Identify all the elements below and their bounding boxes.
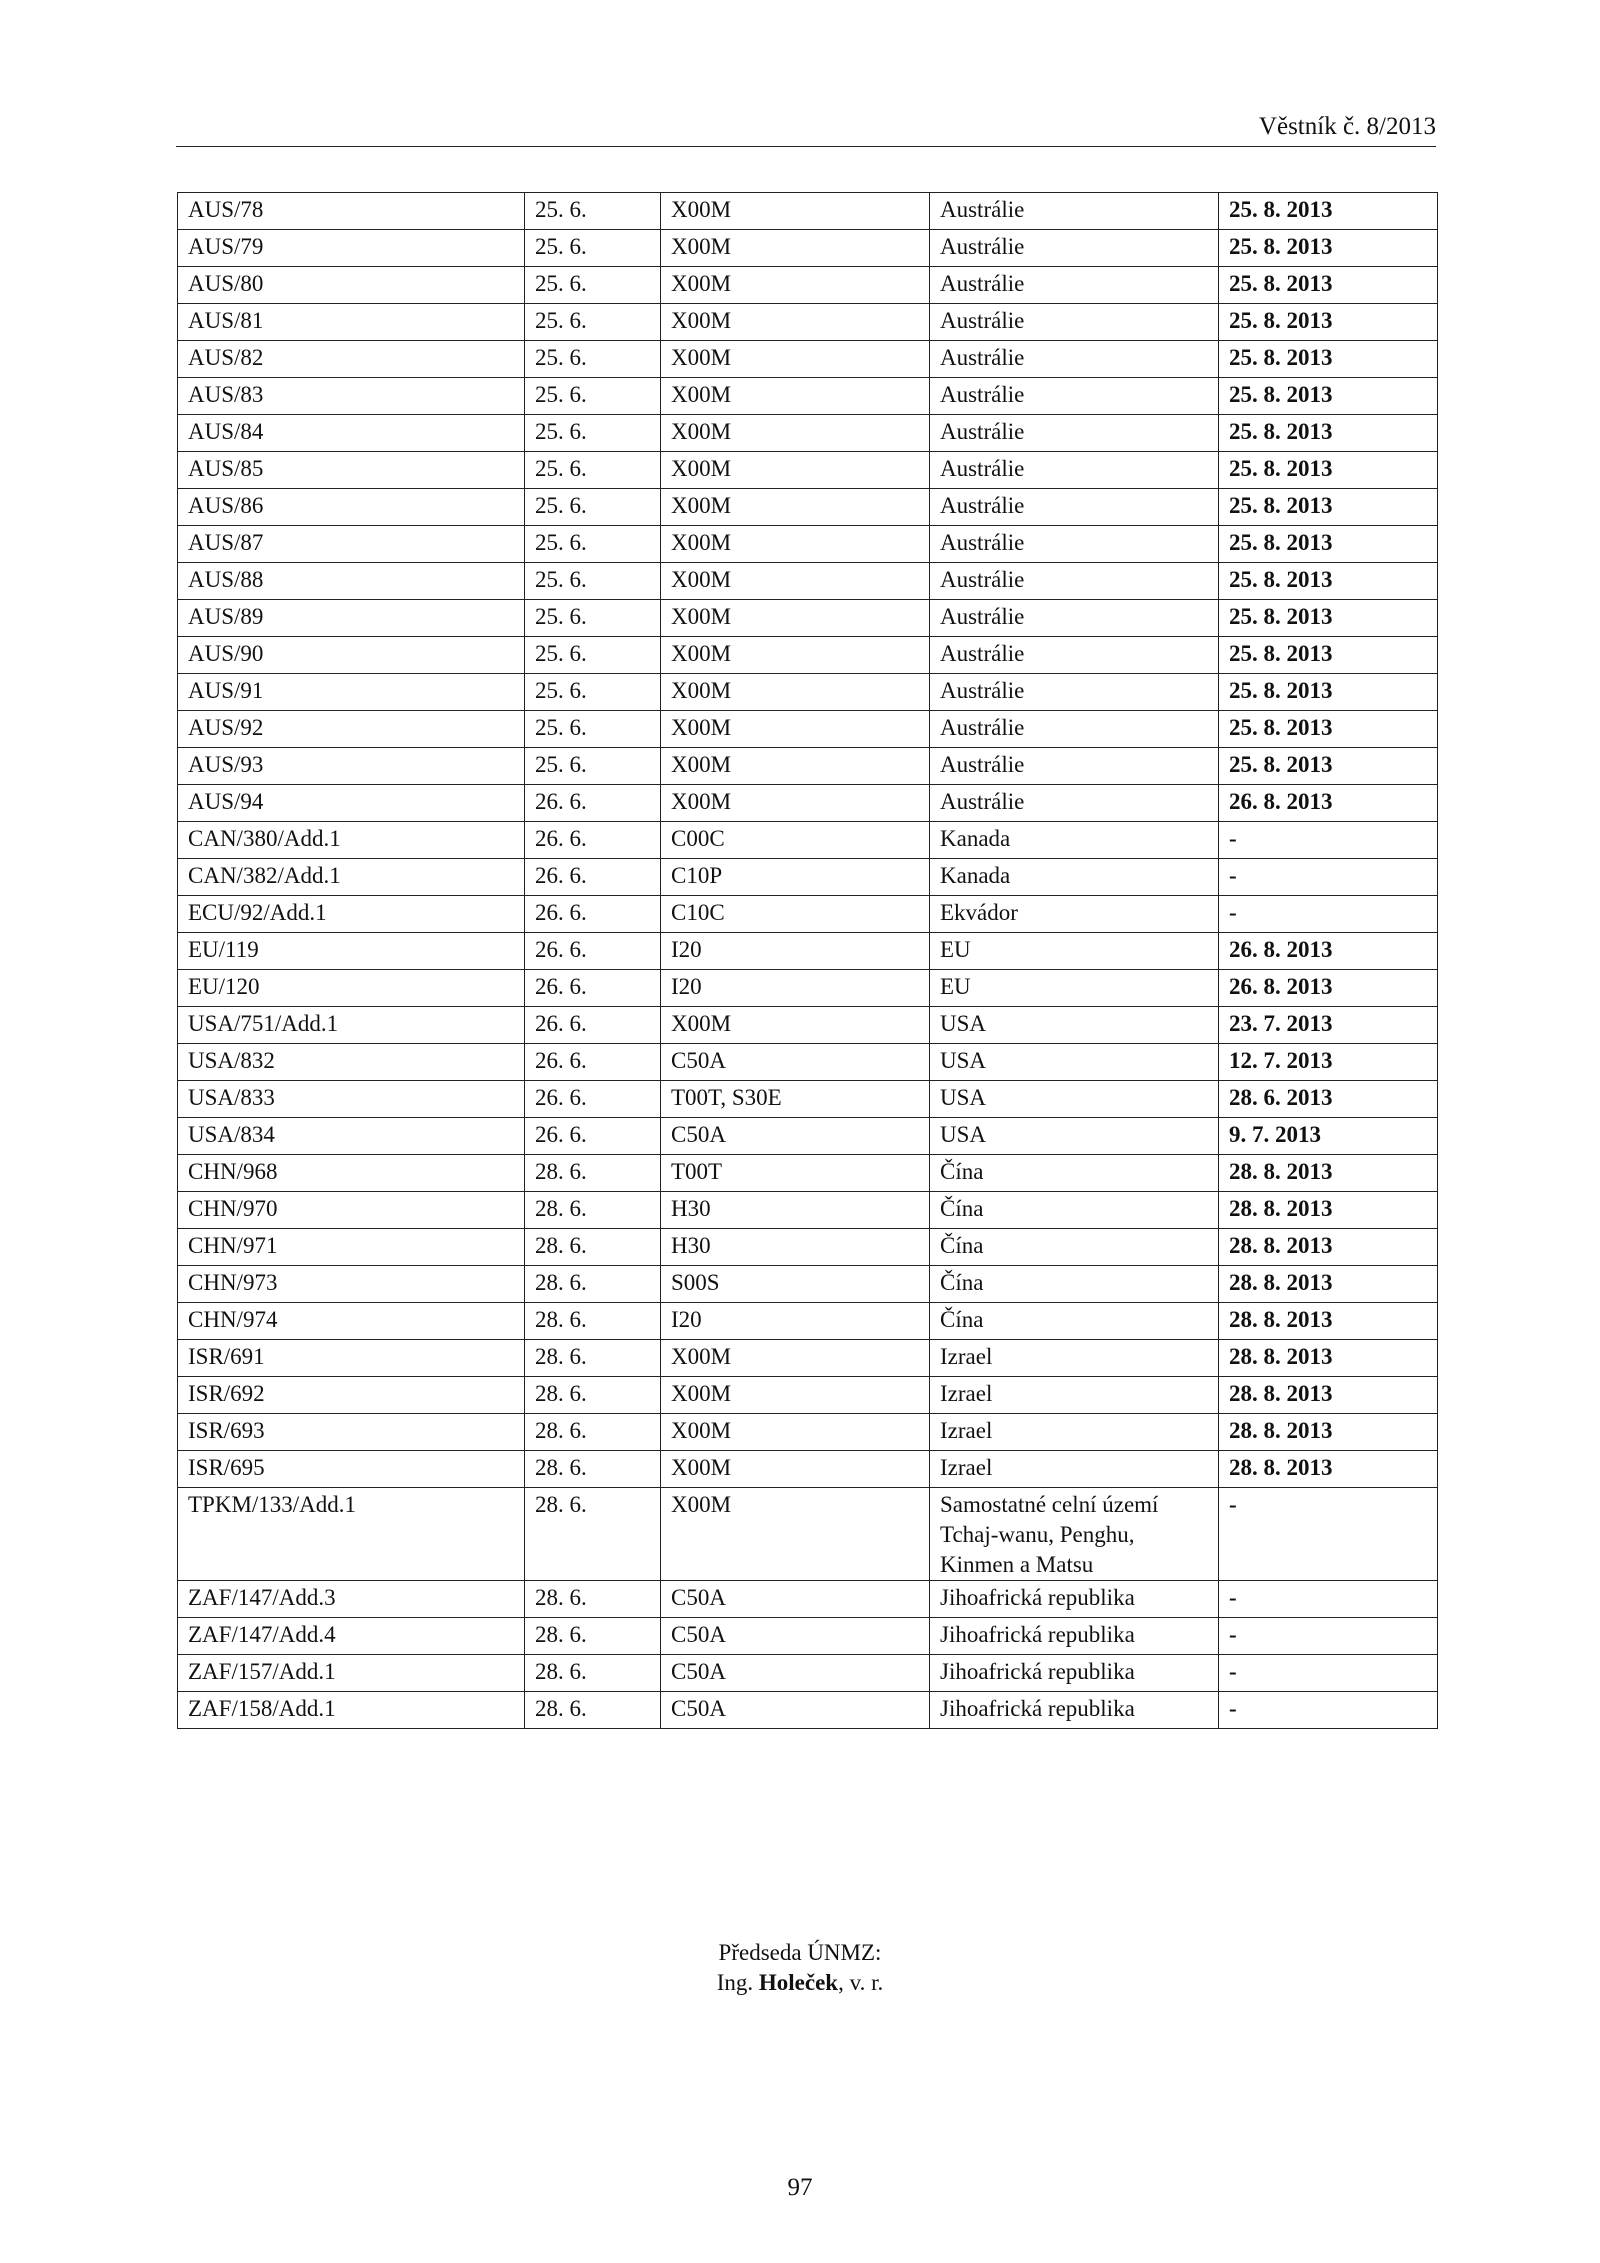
table-row xyxy=(178,1118,1438,1155)
notification-id-cell: CAN/382/Add.1 xyxy=(178,859,525,896)
deadline-cell: - xyxy=(1219,1488,1438,1581)
code-cell: C00C xyxy=(661,822,930,859)
deadline-cell: 25. 8. 2013 xyxy=(1219,378,1438,415)
table-row xyxy=(178,1007,1438,1044)
deadline-cell: 25. 8. 2013 xyxy=(1219,637,1438,674)
country-cell: Austrálie xyxy=(930,193,1219,230)
code-cell: C10C xyxy=(661,896,930,933)
notification-id-cell: AUS/78 xyxy=(178,193,525,230)
country-cell: Austrálie xyxy=(930,563,1219,600)
notification-id-cell: CAN/380/Add.1 xyxy=(178,822,525,859)
code-cell: X00M xyxy=(661,489,930,526)
table-row xyxy=(178,822,1438,859)
deadline-cell: 28. 6. 2013 xyxy=(1219,1081,1438,1118)
date-cell: 25. 6. xyxy=(525,563,661,600)
code-cell: S00S xyxy=(661,1266,930,1303)
code-cell: X00M xyxy=(661,341,930,378)
date-cell: 25. 6. xyxy=(525,304,661,341)
date-cell: 28. 6. xyxy=(525,1340,661,1377)
table-row xyxy=(178,1377,1438,1414)
date-cell: 26. 6. xyxy=(525,822,661,859)
date-cell: 28. 6. xyxy=(525,1414,661,1451)
code-cell: T00T xyxy=(661,1155,930,1192)
deadline-cell: 9. 7. 2013 xyxy=(1219,1118,1438,1155)
notification-id-cell: AUS/84 xyxy=(178,415,525,452)
notification-id-cell: EU/119 xyxy=(178,933,525,970)
deadline-cell: 28. 8. 2013 xyxy=(1219,1192,1438,1229)
notification-id-cell: AUS/88 xyxy=(178,563,525,600)
country-cell: Kanada xyxy=(930,859,1219,896)
page-header xyxy=(176,112,1436,147)
notification-id-cell: ISR/693 xyxy=(178,1414,525,1451)
table-row xyxy=(178,267,1438,304)
code-cell: C50A xyxy=(661,1118,930,1155)
code-cell: X00M xyxy=(661,600,930,637)
country-cell: Austrálie xyxy=(930,267,1219,304)
date-cell: 25. 6. xyxy=(525,452,661,489)
notification-id-cell: AUS/80 xyxy=(178,267,525,304)
date-cell: 28. 6. xyxy=(525,1229,661,1266)
notification-id-cell: ISR/695 xyxy=(178,1451,525,1488)
date-cell: 25. 6. xyxy=(525,637,661,674)
notification-id-cell: AUS/89 xyxy=(178,600,525,637)
date-cell: 25. 6. xyxy=(525,230,661,267)
deadline-cell: 25. 8. 2013 xyxy=(1219,526,1438,563)
deadline-cell: 25. 8. 2013 xyxy=(1219,489,1438,526)
table-row xyxy=(178,230,1438,267)
country-cell: Čína xyxy=(930,1192,1219,1229)
date-cell: 28. 6. xyxy=(525,1303,661,1340)
code-cell: X00M xyxy=(661,230,930,267)
country-cell: Austrálie xyxy=(930,711,1219,748)
notification-id-cell: AUS/81 xyxy=(178,304,525,341)
table-row xyxy=(178,711,1438,748)
notification-id-cell: AUS/83 xyxy=(178,378,525,415)
deadline-cell: 25. 8. 2013 xyxy=(1219,267,1438,304)
deadline-cell: 25. 8. 2013 xyxy=(1219,711,1438,748)
signature-prefix: Ing. xyxy=(716,1970,754,1995)
table-row xyxy=(178,563,1438,600)
table-row xyxy=(178,378,1438,415)
country-cell: Austrálie xyxy=(930,674,1219,711)
deadline-cell: 23. 7. 2013 xyxy=(1219,1007,1438,1044)
notification-id-cell: CHN/974 xyxy=(178,1303,525,1340)
table-row xyxy=(178,526,1438,563)
table-row xyxy=(178,1155,1438,1192)
code-cell: X00M xyxy=(661,1414,930,1451)
country-cell: Čína xyxy=(930,1266,1219,1303)
date-cell: 28. 6. xyxy=(525,1655,661,1692)
code-cell: X00M xyxy=(661,452,930,489)
table-row xyxy=(178,600,1438,637)
table-row xyxy=(178,1655,1438,1692)
deadline-cell: - xyxy=(1219,822,1438,859)
code-cell: C10P xyxy=(661,859,930,896)
country-cell: Izrael xyxy=(930,1414,1219,1451)
deadline-cell: 28. 8. 2013 xyxy=(1219,1451,1438,1488)
country-cell: Austrálie xyxy=(930,748,1219,785)
notification-id-cell: AUS/91 xyxy=(178,674,525,711)
deadline-cell: 28. 8. 2013 xyxy=(1219,1303,1438,1340)
notification-id-cell: EU/120 xyxy=(178,970,525,1007)
notification-id-cell: ISR/692 xyxy=(178,1377,525,1414)
country-cell: USA xyxy=(930,1007,1219,1044)
date-cell: 25. 6. xyxy=(525,341,661,378)
deadline-cell: 12. 7. 2013 xyxy=(1219,1044,1438,1081)
code-cell: I20 xyxy=(661,933,930,970)
country-cell: Jihoafrická republika xyxy=(930,1655,1219,1692)
notification-id-cell: ZAF/157/Add.1 xyxy=(178,1655,525,1692)
code-cell: X00M xyxy=(661,415,930,452)
code-cell: C50A xyxy=(661,1044,930,1081)
date-cell: 25. 6. xyxy=(525,748,661,785)
deadline-cell: 28. 8. 2013 xyxy=(1219,1340,1438,1377)
deadline-cell: 25. 8. 2013 xyxy=(1219,341,1438,378)
country-cell: Austrálie xyxy=(930,378,1219,415)
table-row xyxy=(178,748,1438,785)
country-cell: Izrael xyxy=(930,1340,1219,1377)
code-cell: X00M xyxy=(661,1007,930,1044)
date-cell: 26. 6. xyxy=(525,933,661,970)
code-cell: X00M xyxy=(661,1488,930,1581)
notification-id-cell: USA/833 xyxy=(178,1081,525,1118)
country-cell: Kanada xyxy=(930,822,1219,859)
notification-id-cell: USA/832 xyxy=(178,1044,525,1081)
deadline-cell: 25. 8. 2013 xyxy=(1219,600,1438,637)
date-cell: 28. 6. xyxy=(525,1692,661,1729)
notification-id-cell: CHN/973 xyxy=(178,1266,525,1303)
deadline-cell: 26. 8. 2013 xyxy=(1219,970,1438,1007)
code-cell: X00M xyxy=(661,1377,930,1414)
deadline-cell: 25. 8. 2013 xyxy=(1219,415,1438,452)
country-cell: Čína xyxy=(930,1303,1219,1340)
table-row xyxy=(178,489,1438,526)
signature-surname: Holeček xyxy=(758,1970,839,1995)
country-cell: Austrálie xyxy=(930,600,1219,637)
date-cell: 25. 6. xyxy=(525,526,661,563)
date-cell: 26. 6. xyxy=(525,1044,661,1081)
country-cell: USA xyxy=(930,1118,1219,1155)
signature-suffix: , v. r. xyxy=(838,1970,884,1995)
deadline-cell: - xyxy=(1219,896,1438,933)
country-cell: Austrálie xyxy=(930,341,1219,378)
notification-id-cell: ISR/691 xyxy=(178,1340,525,1377)
signature-block xyxy=(0,1938,1600,1998)
code-cell: H30 xyxy=(661,1192,930,1229)
code-cell: C50A xyxy=(661,1692,930,1729)
deadline-cell: - xyxy=(1219,859,1438,896)
deadline-cell: 25. 8. 2013 xyxy=(1219,674,1438,711)
table-row xyxy=(178,637,1438,674)
date-cell: 25. 6. xyxy=(525,267,661,304)
table-row xyxy=(178,896,1438,933)
country-cell: Izrael xyxy=(930,1377,1219,1414)
deadline-cell: 26. 8. 2013 xyxy=(1219,785,1438,822)
table-row xyxy=(178,1044,1438,1081)
date-cell: 28. 6. xyxy=(525,1155,661,1192)
table-row xyxy=(178,1581,1438,1618)
notification-id-cell: AUS/90 xyxy=(178,637,525,674)
notification-id-cell: AUS/86 xyxy=(178,489,525,526)
notification-id-cell: CHN/970 xyxy=(178,1192,525,1229)
deadline-cell: 25. 8. 2013 xyxy=(1219,452,1438,489)
code-cell: X00M xyxy=(661,526,930,563)
table-row xyxy=(178,1414,1438,1451)
journal-title: Věstník č. 8/2013 xyxy=(1258,113,1436,140)
code-cell: C50A xyxy=(661,1655,930,1692)
country-cell: USA xyxy=(930,1081,1219,1118)
code-cell: C50A xyxy=(661,1618,930,1655)
country-cell: EU xyxy=(930,933,1219,970)
table-row xyxy=(178,1488,1438,1581)
table-row xyxy=(178,674,1438,711)
deadline-cell: 25. 8. 2013 xyxy=(1219,748,1438,785)
table-row xyxy=(178,1303,1438,1340)
notification-id-cell: AUS/93 xyxy=(178,748,525,785)
code-cell: X00M xyxy=(661,1340,930,1377)
code-cell: I20 xyxy=(661,1303,930,1340)
table-row xyxy=(178,1618,1438,1655)
country-cell: Jihoafrická republika xyxy=(930,1692,1219,1729)
date-cell: 25. 6. xyxy=(525,600,661,637)
country-cell: Austrálie xyxy=(930,637,1219,674)
deadline-cell: 25. 8. 2013 xyxy=(1219,193,1438,230)
code-cell: T00T, S30E xyxy=(661,1081,930,1118)
table-row xyxy=(178,1081,1438,1118)
signature-name xyxy=(0,1968,1600,1998)
table-row xyxy=(178,1451,1438,1488)
country-cell: Samostatné celní území Tchaj-wanu, Penghu, Kinmen a Matsu xyxy=(930,1488,1219,1581)
date-cell: 28. 6. xyxy=(525,1618,661,1655)
country-cell: Austrálie xyxy=(930,304,1219,341)
notification-id-cell: AUS/94 xyxy=(178,785,525,822)
deadline-cell: 28. 8. 2013 xyxy=(1219,1266,1438,1303)
table-row xyxy=(178,304,1438,341)
date-cell: 28. 6. xyxy=(525,1451,661,1488)
table-row xyxy=(178,859,1438,896)
table-row xyxy=(178,1192,1438,1229)
notification-id-cell: CHN/971 xyxy=(178,1229,525,1266)
date-cell: 28. 6. xyxy=(525,1377,661,1414)
deadline-cell: 28. 8. 2013 xyxy=(1219,1229,1438,1266)
code-cell: C50A xyxy=(661,1581,930,1618)
date-cell: 25. 6. xyxy=(525,415,661,452)
date-cell: 25. 6. xyxy=(525,711,661,748)
date-cell: 25. 6. xyxy=(525,489,661,526)
deadline-cell: 28. 8. 2013 xyxy=(1219,1414,1438,1451)
notification-id-cell: AUS/87 xyxy=(178,526,525,563)
country-cell: Austrálie xyxy=(930,526,1219,563)
country-cell: EU xyxy=(930,970,1219,1007)
code-cell: I20 xyxy=(661,970,930,1007)
code-cell: X00M xyxy=(661,637,930,674)
table-row xyxy=(178,415,1438,452)
table-row xyxy=(178,970,1438,1007)
code-cell: X00M xyxy=(661,563,930,600)
deadline-cell: 28. 8. 2013 xyxy=(1219,1155,1438,1192)
table-row xyxy=(178,1229,1438,1266)
table-row xyxy=(178,1266,1438,1303)
table-row xyxy=(178,452,1438,489)
code-cell: X00M xyxy=(661,674,930,711)
date-cell: 25. 6. xyxy=(525,378,661,415)
country-cell: Austrálie xyxy=(930,452,1219,489)
notification-id-cell: AUS/85 xyxy=(178,452,525,489)
date-cell: 26. 6. xyxy=(525,896,661,933)
code-cell: X00M xyxy=(661,267,930,304)
date-cell: 26. 6. xyxy=(525,785,661,822)
deadline-cell: - xyxy=(1219,1655,1438,1692)
code-cell: X00M xyxy=(661,193,930,230)
date-cell: 26. 6. xyxy=(525,859,661,896)
country-cell: Jihoafrická republika xyxy=(930,1618,1219,1655)
notification-id-cell: CHN/968 xyxy=(178,1155,525,1192)
code-cell: X00M xyxy=(661,748,930,785)
date-cell: 26. 6. xyxy=(525,970,661,1007)
notifications-table xyxy=(177,192,1438,1729)
date-cell: 28. 6. xyxy=(525,1488,661,1581)
country-cell: Čína xyxy=(930,1155,1219,1192)
table-row xyxy=(178,785,1438,822)
date-cell: 26. 6. xyxy=(525,1081,661,1118)
code-cell: X00M xyxy=(661,785,930,822)
deadline-cell: 26. 8. 2013 xyxy=(1219,933,1438,970)
country-cell: Čína xyxy=(930,1229,1219,1266)
notification-id-cell: AUS/79 xyxy=(178,230,525,267)
country-cell: Jihoafrická republika xyxy=(930,1581,1219,1618)
table-row xyxy=(178,341,1438,378)
country-cell: USA xyxy=(930,1044,1219,1081)
date-cell: 26. 6. xyxy=(525,1118,661,1155)
code-cell: H30 xyxy=(661,1229,930,1266)
deadline-cell: 28. 8. 2013 xyxy=(1219,1377,1438,1414)
country-cell: Ekvádor xyxy=(930,896,1219,933)
table-row xyxy=(178,1692,1438,1729)
country-cell: Austrálie xyxy=(930,230,1219,267)
notification-id-cell: USA/834 xyxy=(178,1118,525,1155)
table-row xyxy=(178,193,1438,230)
date-cell: 25. 6. xyxy=(525,193,661,230)
notification-id-cell: AUS/92 xyxy=(178,711,525,748)
date-cell: 25. 6. xyxy=(525,674,661,711)
deadline-cell: 25. 8. 2013 xyxy=(1219,304,1438,341)
signature-role: Předseda ÚNMZ: xyxy=(718,1940,882,1965)
deadline-cell: 25. 8. 2013 xyxy=(1219,563,1438,600)
country-cell: Austrálie xyxy=(930,415,1219,452)
date-cell: 28. 6. xyxy=(525,1581,661,1618)
deadline-cell: - xyxy=(1219,1692,1438,1729)
date-cell: 28. 6. xyxy=(525,1266,661,1303)
notification-id-cell: USA/751/Add.1 xyxy=(178,1007,525,1044)
code-cell: X00M xyxy=(661,304,930,341)
table-row xyxy=(178,933,1438,970)
notification-id-cell: ZAF/147/Add.4 xyxy=(178,1618,525,1655)
country-cell: Austrálie xyxy=(930,785,1219,822)
code-cell: X00M xyxy=(661,711,930,748)
deadline-cell: - xyxy=(1219,1618,1438,1655)
country-cell: Izrael xyxy=(930,1451,1219,1488)
page-number: 97 xyxy=(787,2174,813,2201)
notifications-table-body xyxy=(178,193,1438,1729)
notification-id-cell: TPKM/133/Add.1 xyxy=(178,1488,525,1581)
date-cell: 28. 6. xyxy=(525,1192,661,1229)
notification-id-cell: ZAF/147/Add.3 xyxy=(178,1581,525,1618)
deadline-cell: - xyxy=(1219,1581,1438,1618)
country-cell: Austrálie xyxy=(930,489,1219,526)
code-cell: X00M xyxy=(661,1451,930,1488)
notification-id-cell: ECU/92/Add.1 xyxy=(178,896,525,933)
date-cell: 26. 6. xyxy=(525,1007,661,1044)
notification-id-cell: AUS/82 xyxy=(178,341,525,378)
notification-id-cell: ZAF/158/Add.1 xyxy=(178,1692,525,1729)
code-cell: X00M xyxy=(661,378,930,415)
deadline-cell: 25. 8. 2013 xyxy=(1219,230,1438,267)
table-row xyxy=(178,1340,1438,1377)
